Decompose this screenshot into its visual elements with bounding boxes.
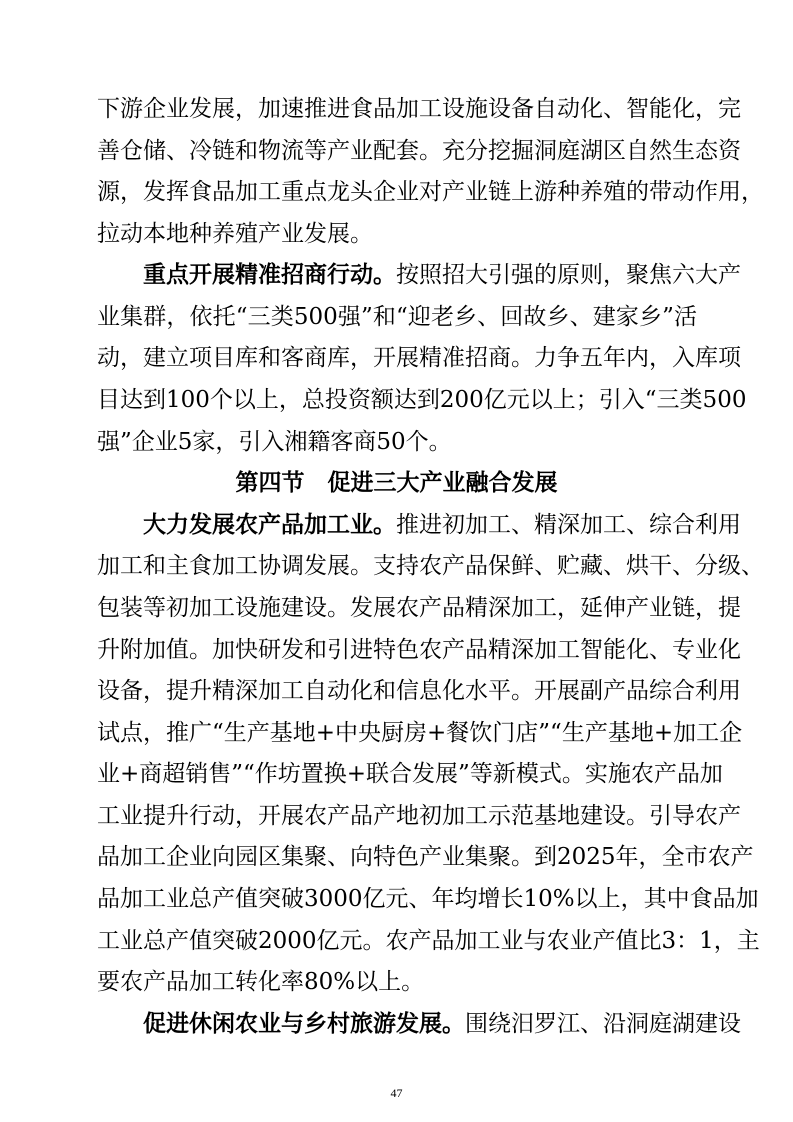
paragraph-lead-bold: 大力发展农产品加工业。 [143,512,396,538]
body-text-line: 加工和主食加工协调发展。支持农产品保鲜、贮藏、烘干、分级、 [97,553,764,579]
body-text-line: 品加工企业向园区集聚、向特色产业集聚。到2025年，全市农产 [97,844,754,870]
paragraph-text: 按照招大引强的原则，聚焦六大产 [396,262,741,288]
body-text-line: 品加工业总产值突破3000亿元、年均增长10%以上，其中食品加 [97,886,759,912]
body-text-line: 拉动本地种养殖产业发展。 [97,221,373,247]
body-text-line: 业+商超销售”“作坊置换+联合发展”等新模式。实施农产品加 [97,761,723,787]
body-text-line: 善仓储、冷链和物流等产业配套。充分挖掘洞庭湖区自然生态资 [97,138,741,164]
body-text-line: 工业总产值突破2000亿元。农产品加工业与农业产值比3：1，主 [97,928,760,954]
paragraph-first-line [143,510,741,540]
body-text-line: 包装等初加工设施建设。发展农产品精深加工，延伸产业链，提 [97,595,741,621]
paragraph-first-line [143,260,741,290]
body-text-line: 目达到100个以上，总投资额达到200亿元以上；引入“三类500 [97,387,747,413]
section-heading: 第四节 促进三大产业融合发展 [235,470,558,496]
body-text-line: 下游企业发展，加速推进食品加工设施设备自动化、智能化，完 [97,96,741,122]
body-text-line: 源，发挥食品加工重点龙头企业对产业链上游种养殖的带动作用， [97,179,764,205]
paragraph-lead-bold: 重点开展精准招商行动。 [143,262,396,288]
paragraph-text: 围绕汨罗江、沿洞庭湖建设 [465,1011,741,1037]
body-text-line: 强”企业5家，引入湘籍客商50个。 [97,429,452,455]
paragraph-text: 推进初加工、精深加工、综合利用 [396,512,741,538]
body-text-line: 工业提升行动，开展农产品产地初加工示范基地建设。引导农产 [97,803,741,829]
paragraph-first-line [143,1009,741,1039]
body-text-line: 动，建立项目库和客商库，开展精准招商。力争五年内，入库项 [97,345,741,371]
body-text-line: 业集群，依托“三类500强”和“迎老乡、回故乡、建家乡”活 [97,304,697,330]
body-text-line: 要农产品加工转化率80%以上。 [97,969,425,995]
body-text-line: 升附加值。加快研发和引进特色农产品精深加工智能化、专业化 [97,637,741,663]
body-text-line: 设备，提升精深加工自动化和信息化水平。开展副产品综合利用 [97,678,741,704]
paragraph-lead-bold: 促进休闲农业与乡村旅游发展。 [143,1011,465,1037]
page-number: 47 [390,1086,403,1100]
body-text-line: 试点，推广“生产基地+中央厨房+餐饮门店”“生产基地+加工企 [97,720,743,746]
